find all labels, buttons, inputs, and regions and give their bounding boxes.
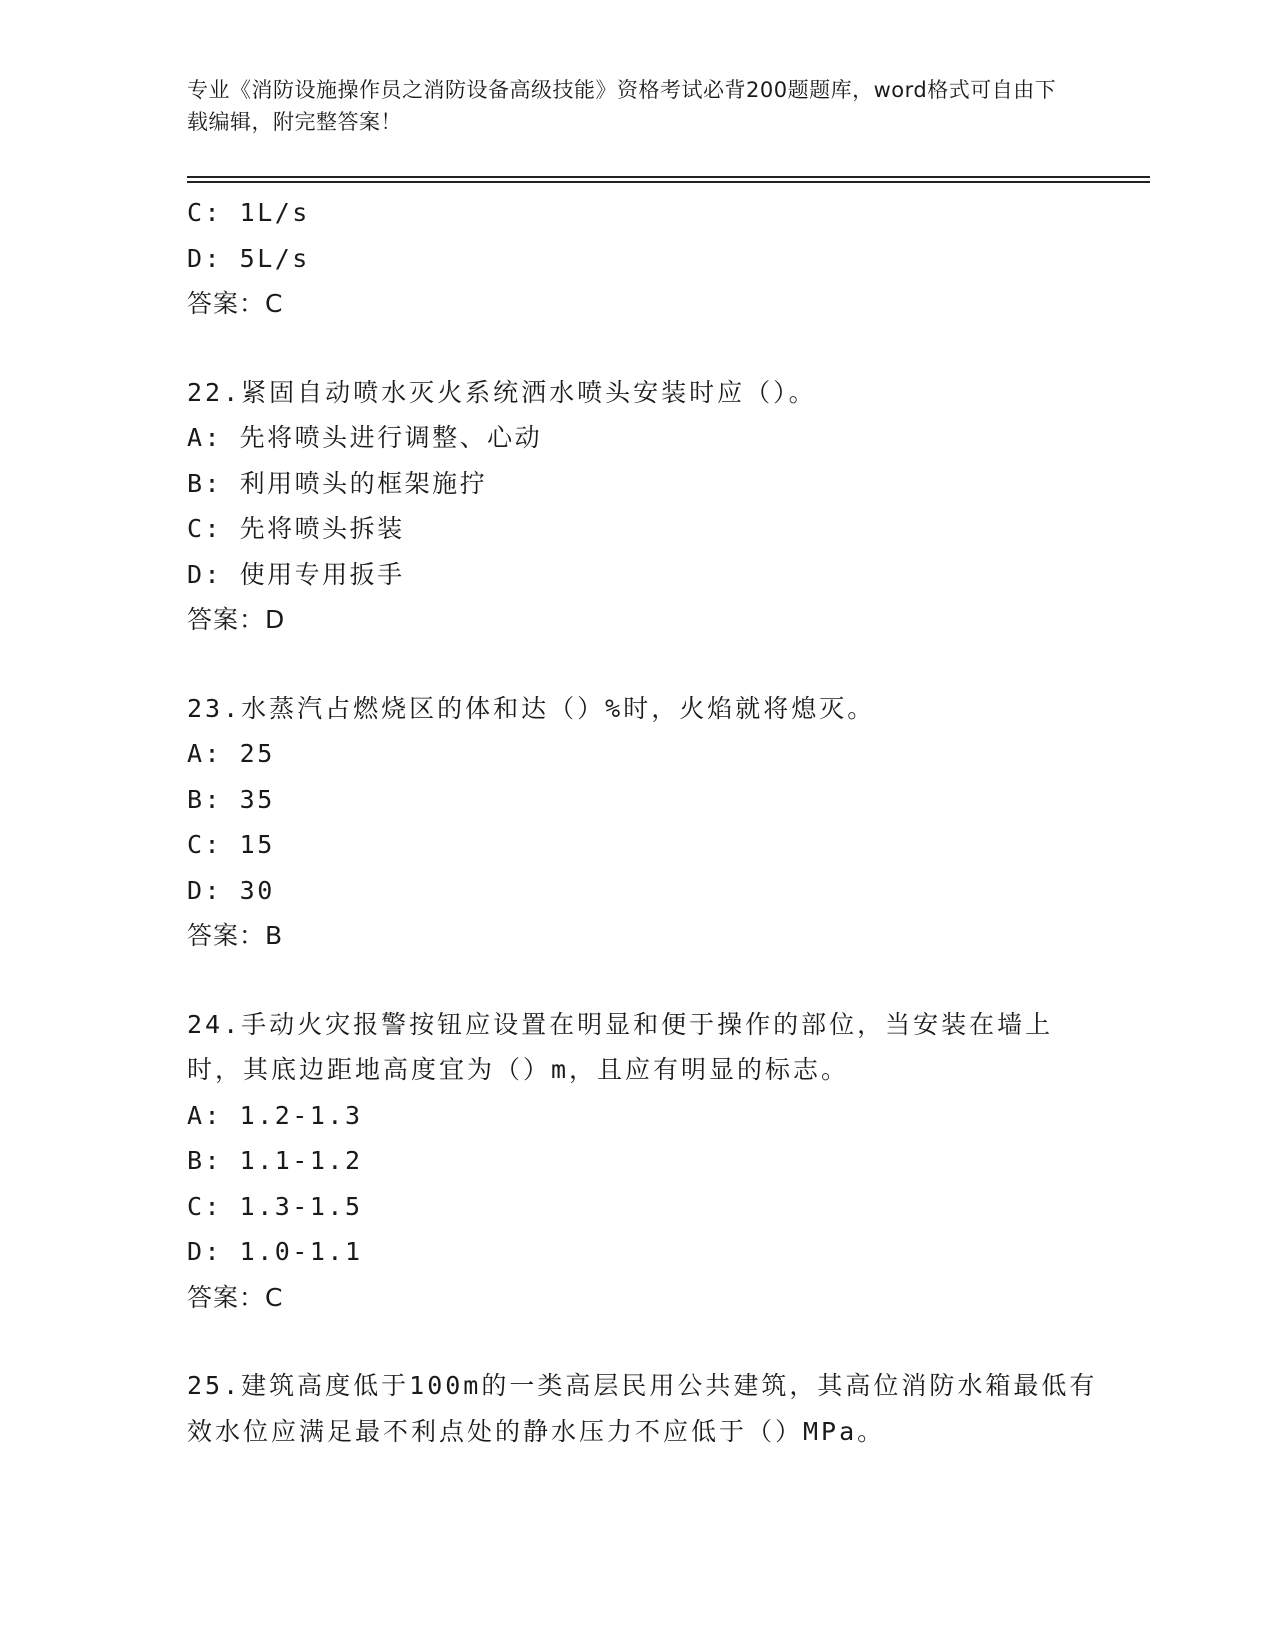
answer-line: 答案：C: [187, 1282, 284, 1312]
option-c: C: 先将喷头拆装: [187, 514, 405, 543]
option-a: A: 25: [187, 739, 275, 768]
option-c: C: 1.3-1.5: [187, 1191, 363, 1221]
question-23: 23.水蒸汽占燃烧区的体和达（）%时，火焰就将熄灭。: [187, 693, 876, 723]
question-list: [187, 190, 1107, 1454]
question-25: 25.建筑高度低于100m的一类高层民用公共建筑，其高位消防水箱最低有效水位应满足最不利点处的静水压力不应低于（）MPa。: [187, 1371, 1098, 1446]
answer-line: 答案：D: [187, 605, 286, 634]
option-c: C: 1L/s: [187, 198, 310, 227]
header-rule-bottom: [187, 181, 1150, 183]
option-b: B: 35: [187, 784, 275, 814]
option-c: C: 15: [187, 830, 275, 859]
option-d: D: 1.0-1.1: [187, 1237, 363, 1266]
option-d: D: 30: [187, 875, 275, 905]
option-d: D: 5L/s: [187, 243, 310, 273]
option-d: D: 使用专用扳手: [187, 559, 405, 589]
header-rule-top: [187, 176, 1150, 178]
question-24: 24.手动火灾报警按钮应设置在明显和便于操作的部位，当安装在墙上时，其底边距地高度宜为（）m，且应有明显的标志。: [187, 1009, 1054, 1084]
document-header: 专业《消防设施操作员之消防设备高级技能》资格考试必背200题题库，word格式可自由下载编辑，附完整答案！: [187, 78, 1057, 134]
question-22: 22.紧固自动喷水灭火系统洒水喷头安装时应（）。: [187, 377, 817, 407]
option-a: A: 1.2-1.3: [187, 1100, 363, 1130]
answer-line: 答案：C: [187, 289, 284, 318]
option-a: A: 先将喷头进行调整、心动: [187, 423, 543, 452]
answer-line: 答案：B: [187, 921, 284, 950]
option-b: B: 1.1-1.2: [187, 1146, 363, 1175]
option-b: B: 利用喷头的框架施拧: [187, 468, 488, 498]
